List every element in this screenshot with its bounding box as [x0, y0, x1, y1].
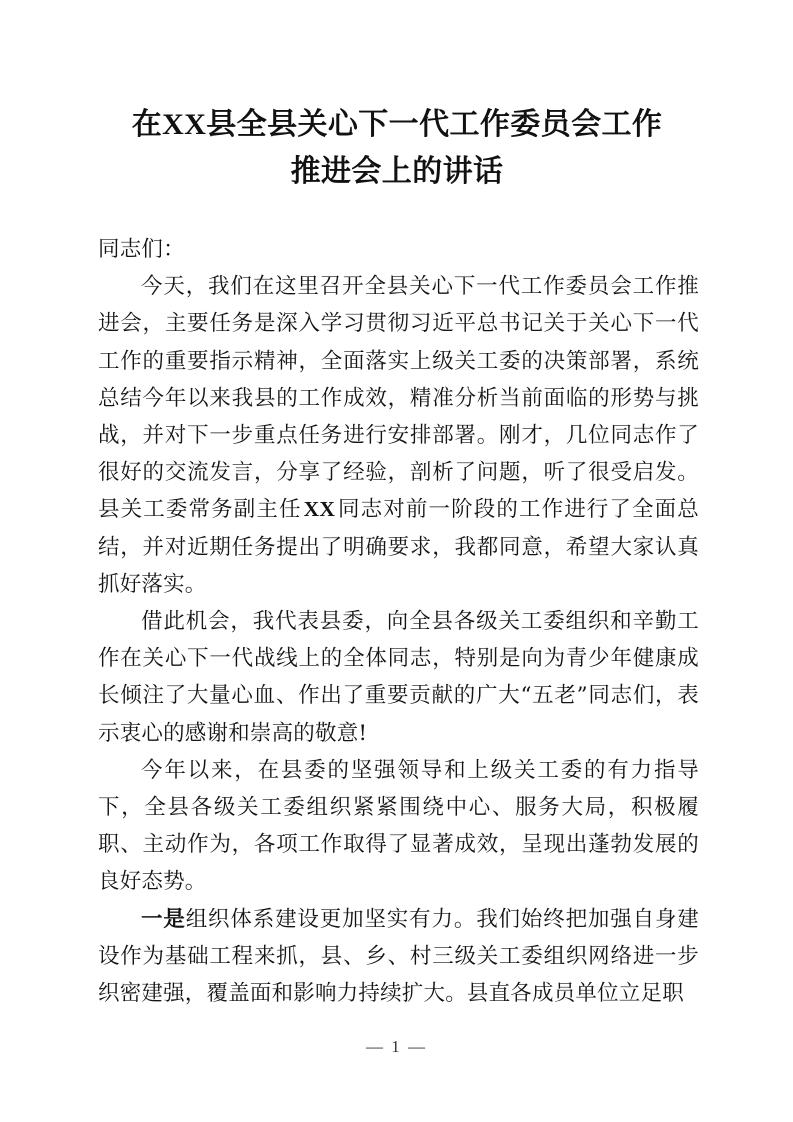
paragraph-2: 借此机会，我代表县委，向全县各级关工委组织和辛勤工作在关心下一代战线上的全体同志，特别是向为青少年健康成长倾注了大量心血、作出了重要贡献的广大“五老”同志们，表示衷心的感谢和崇高的敬意!: [98, 609, 699, 746]
document-body: [98, 231, 699, 1012]
page-number: — 1 —: [366, 1037, 427, 1056]
redacted-name: XX: [303, 497, 336, 522]
paragraph-3: 今年以来，在县委的坚强领导和上级关工委的有力指导下，全县各级关工委组织紧紧围绕中心、服务大局，积极履职、主动作为，各项工作取得了显著成效，呈现出蓬勃发展的良好态势。: [98, 757, 699, 895]
page-title-line-2: 推进会上的讲话: [290, 155, 504, 188]
page-footer: [0, 1037, 793, 1057]
paragraph-1: 今天，我们在这里召开全县关心下一代工作委员会工作推进会，主要任务是深入学习贯彻习近平总书记关于关心下一代工作的重要指示精神，全面落实上级关工委的决策部署，系统总结今年以来我县的工作成效，精准分析当前面临的形势与挑战，并对下一步重点任务进行安排部署。刚才，几位同志作了很好的交流发言，分享了经验，剖析了问题，听了很受启发。县关工委常务副主任XX同志对前一阶段的工作进行了全面总结，并对近期任务提出了明确要求，我都同意，希望大家认真抓好落实。: [98, 274, 699, 597]
page-title-line-1: 在XX县全县关心下一代工作委员会工作: [131, 108, 663, 141]
page-title: [97, 101, 697, 195]
section-lead-label: 一是: [141, 906, 186, 932]
section-body-text: 组织体系建设更加坚实有力。我们始终把加强自身建设作为基础工程来抓，县、乡、村三级关工委组织网络进一步织密建强，覆盖面和影响力持续扩大。县直各成员单位立足职: [98, 906, 699, 1007]
salutation: 同志们：: [98, 237, 185, 262]
paragraph-section-one: [98, 901, 699, 1013]
